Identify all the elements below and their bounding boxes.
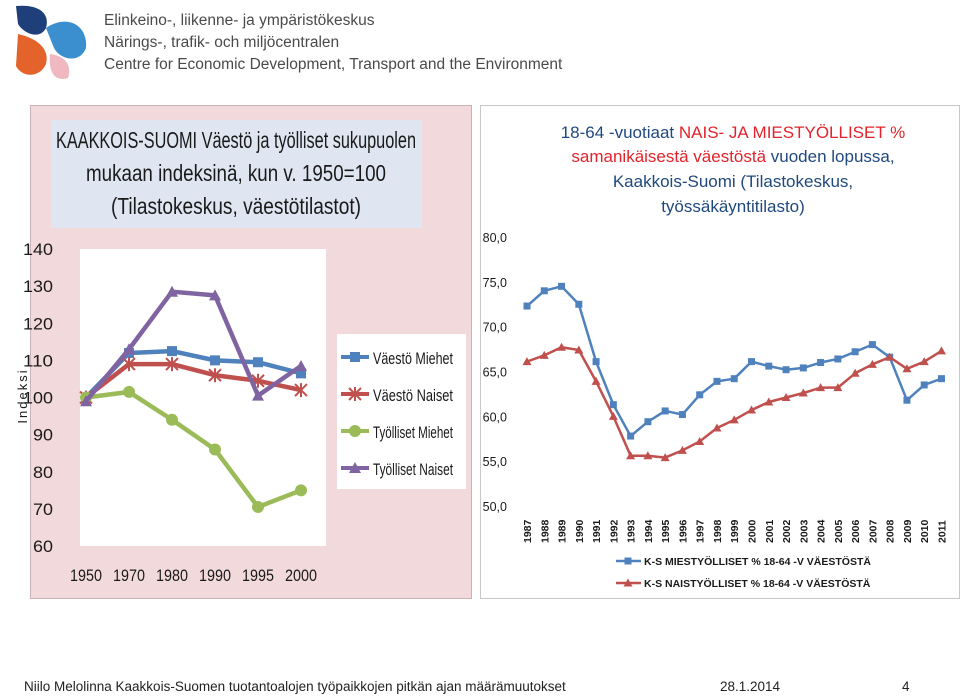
chart2-title-line [613, 172, 853, 191]
logo-blue-shape [16, 6, 47, 35]
chart1-legend-label: Väestö Miehet [373, 349, 454, 368]
chart2-data-point [679, 411, 686, 418]
chart2-title-segment: 18-64 -vuotiaat [560, 123, 679, 142]
chart2-title-segment: työssäkäyntitilasto) [661, 197, 805, 216]
chart2-legend-label: K-S NAISTYÖLLISET % 18-64 -V VÄESTÖSTÄ [644, 578, 871, 590]
chart2-data-point [783, 366, 790, 373]
chart2-data-point [731, 375, 738, 382]
chart2-title-segment: samanikäisestä väestöstä [571, 147, 767, 166]
footer-date: 28.1.2014 [720, 679, 781, 694]
chart1-title-line: (Tilastokeskus, väestötilastot) [111, 193, 361, 219]
chart1-legend-label: Työlliset Naiset [373, 460, 454, 479]
chart2-x-tick-label: 2000 [746, 519, 759, 543]
chart2-title-line [661, 197, 805, 216]
chart2-data-point [713, 378, 720, 385]
chart1-x-tick-label: 1990 [199, 566, 231, 585]
chart1-legend-label: Väestö Naiset [373, 386, 454, 405]
chart1-data-point [253, 357, 263, 367]
chart2-y-tick-label: 75,0 [482, 275, 507, 290]
chart2-y-tick-label: 70,0 [482, 320, 507, 335]
chart1-y-tick-label: 140 [23, 240, 53, 259]
chart2-x-tick-label: 1988 [539, 519, 552, 543]
chart2-x-tick-label: 1998 [711, 519, 724, 543]
chart2-x-tick-label: 2008 [884, 519, 897, 543]
chart2-x-tick-label: 1994 [642, 519, 655, 543]
chart2-data-point [696, 391, 703, 398]
footer-author-title: Niilo Melolinna Kaakkois-Suomen tuotantoalojen työpaikkojen pitkän ajan määrämuutokset [24, 679, 566, 694]
chart1-x-tick-label: 1970 [113, 566, 145, 585]
ely-logo-icon [10, 4, 90, 82]
right-chart-panel [480, 105, 960, 599]
chart2-data-point [558, 283, 565, 290]
chart2-data-point [748, 358, 755, 365]
chart2-data-point [852, 348, 859, 355]
chart2-title-segment: Kaakkois-Suomi (Tilastokeskus, [612, 172, 854, 191]
chart2-legend-label: K-S MIESTYÖLLISET % 18-64 -V VÄESTÖSTÄ [644, 556, 871, 568]
chart1-x-tick-label: 1950 [70, 566, 102, 585]
chart1-legend-swatch-marker [349, 425, 361, 437]
chart2-x-tick-label: 2005 [832, 519, 845, 543]
chart2-x-tick-label: 1997 [694, 519, 707, 543]
chart2-legend-item [616, 555, 871, 568]
chart2-x-tick-label: 1987 [522, 519, 534, 543]
header-org-sv: Närings-, trafik- och miljöcentralen [104, 34, 340, 51]
chart2-data-point [869, 341, 876, 348]
chart2-x-tick-label: 1990 [573, 519, 586, 543]
chart1-y-tick-label: 90 [33, 425, 53, 445]
chart2-y-tick-label: 80,0 [482, 231, 507, 245]
chart2-data-point [937, 346, 946, 354]
chart2-data-point [524, 303, 531, 310]
chart2-data-point [609, 412, 618, 420]
chart2-data-point [903, 397, 910, 404]
chart1-data-point [166, 414, 178, 426]
chart1-data-point [167, 346, 177, 356]
chart1-title-line: mukaan indeksinä, kun v. 1950=100 [86, 160, 386, 186]
chart1-y-tick-label: 60 [33, 537, 53, 556]
chart2-data-point [644, 418, 651, 425]
chart1-x-tick-label: 1995 [242, 566, 274, 585]
chart1-data-point [209, 443, 221, 455]
chart1-data-point [210, 355, 220, 365]
chart2-x-tick-label: 2001 [763, 519, 776, 543]
chart2-data-point [627, 433, 634, 440]
chart2-data-point [834, 355, 841, 362]
index-line-chart [15, 106, 471, 598]
chart2-x-tick-label: 2002 [781, 519, 794, 543]
chart2-series-line [527, 347, 941, 457]
chart2-x-tick-label: 1992 [608, 519, 621, 543]
chart1-y-tick-label: 100 [23, 388, 53, 408]
chart1-legend-swatch-marker [350, 352, 360, 362]
chart2-data-point [765, 363, 772, 370]
footer-page-number: 4 [902, 679, 910, 694]
chart2-y-tick-label: 65,0 [482, 365, 507, 380]
chart2-x-tick-label: 2011 [936, 520, 949, 543]
chart2-data-point [610, 401, 617, 408]
chart2-x-tick-label: 1996 [677, 519, 690, 543]
logo-orange-shape [16, 34, 47, 75]
chart1-data-point [295, 484, 307, 496]
chart2-x-tick-label: 2006 [850, 519, 863, 543]
chart2-title-line [561, 123, 906, 142]
chart2-data-point [817, 359, 824, 366]
left-chart-panel [15, 105, 472, 599]
chart2-legend-item [616, 577, 871, 590]
chart1-legend-label: Työlliset Miehet [373, 423, 454, 442]
chart1-y-tick-label: 70 [33, 499, 53, 519]
chart2-title-line [571, 147, 894, 166]
chart2-data-point [921, 381, 928, 388]
chart2-x-tick-label: 1989 [556, 519, 569, 543]
chart1-title-line: KAAKKOIS-SUOMI Väestö ja työlliset sukupuolen [56, 127, 416, 153]
chart1-data-point [123, 386, 135, 398]
chart1-y-tick-label: 120 [23, 314, 53, 334]
chart2-y-tick-label: 60,0 [482, 410, 507, 425]
chart1-y-tick-label: 130 [23, 277, 53, 297]
chart1-y-tick-label: 110 [23, 351, 53, 371]
chart2-series-2 [523, 343, 946, 461]
chart1-x-tick-label: 1980 [156, 566, 188, 585]
chart2-x-tick-label: 2009 [901, 519, 914, 543]
chart1-x-tick-label: 2000 [285, 566, 317, 585]
footer [0, 669, 960, 697]
chart2-data-point [938, 375, 945, 382]
chart2-x-tick-label: 2007 [867, 519, 880, 543]
chart2-x-tick-label: 1991 [591, 519, 604, 543]
chart2-legend-swatch-marker [625, 558, 632, 565]
chart2-x-tick-label: 2004 [815, 519, 828, 543]
chart2-y-tick-label: 55,0 [482, 455, 507, 470]
chart1-y-tick-label: 80 [33, 462, 53, 482]
chart2-x-tick-label: 2003 [798, 519, 811, 543]
chart2-data-point [662, 407, 669, 414]
chart2-x-tick-label: 2010 [919, 519, 932, 543]
chart2-title-segment: vuoden lopussa, [766, 147, 895, 166]
chart2-x-tick-label: 1995 [660, 519, 673, 543]
chart2-data-point [541, 287, 548, 294]
chart2-y-tick-label: 50,0 [482, 500, 507, 514]
chart2-data-point [575, 301, 582, 308]
header-org-fi: Elinkeino-, liikenne- ja ympäristökeskus [104, 12, 375, 29]
employment-rate-line-chart [481, 106, 959, 598]
chart2-x-tick-label: 1999 [729, 519, 742, 543]
chart2-data-point [593, 358, 600, 365]
chart1-data-point [252, 501, 264, 513]
chart2-x-tick-label: 1993 [625, 519, 638, 543]
chart1-y-axis-label: Indeksi [15, 368, 30, 424]
logo-lightblue-shape [46, 22, 86, 59]
chart2-data-point [800, 364, 807, 371]
chart2-title-segment: NAIS- JA MIESTYÖLLISET % [678, 123, 906, 142]
header-org-en: Centre for Economic Development, Transport and the Environment [104, 56, 563, 73]
